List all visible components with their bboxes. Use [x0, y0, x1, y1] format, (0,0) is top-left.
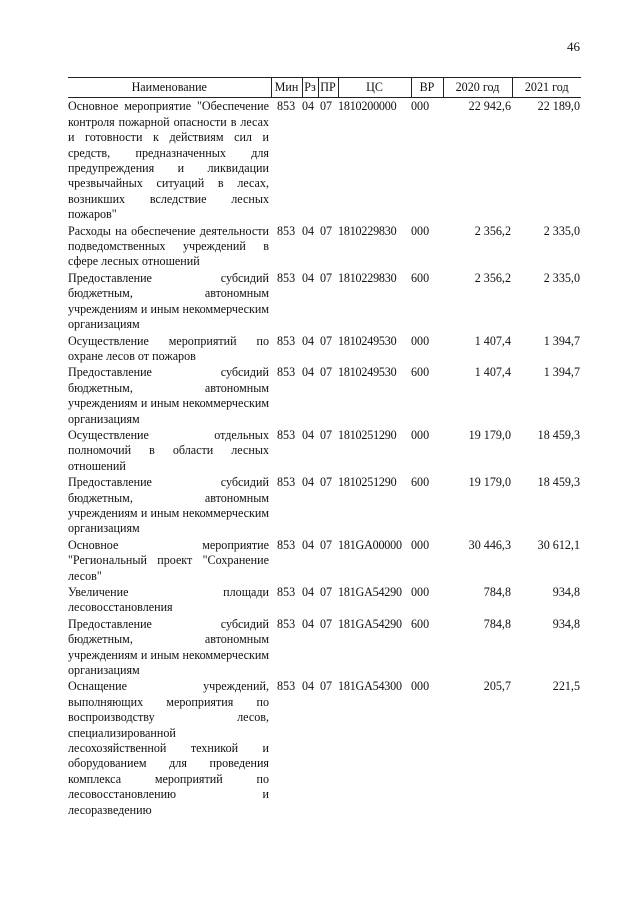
- row-min: 853: [277, 333, 296, 348]
- row-name: Основное мероприятие "Региональный проект "Сохранение лесов": [68, 537, 269, 583]
- row-cs: 1810249530: [338, 333, 397, 348]
- header-vr: ВР: [411, 78, 443, 98]
- row-rz: 04: [302, 270, 315, 285]
- row-name: Оснащение учреждений, выполняющих мероприятия по воспроизводству лесов, специализированной лесохозяйственной техникой и оборудованием для проведения комплекса мероприятий по лесовосстановлению и лесоразведению: [68, 679, 269, 817]
- table-header: [68, 78, 581, 98]
- header-pr: ПР: [318, 78, 338, 98]
- row-cs: 1810200000: [338, 99, 397, 114]
- row-min: 853: [277, 537, 296, 552]
- row-pr: 07: [320, 475, 333, 490]
- row-name: Предоставление субсидий бюджетным, автономным учреждениям и иным некоммерческим организациям: [68, 475, 269, 536]
- row-amount-2021: 22 189,0: [537, 99, 580, 114]
- table-row: [68, 584, 581, 616]
- row-pr: 07: [320, 99, 333, 114]
- row-rz: 04: [302, 475, 315, 490]
- row-cs: 1810229830: [338, 223, 397, 238]
- row-vr: 000: [411, 585, 430, 599]
- row-name: Осуществление отдельных полномочий в области лесных отношений: [68, 427, 269, 473]
- table-row: [68, 270, 581, 333]
- header-2021: 2021 год: [512, 78, 581, 98]
- header-rz: Рз: [302, 78, 318, 98]
- row-vr: 000: [411, 99, 430, 114]
- row-min: 853: [277, 427, 296, 442]
- row-amount-2020: 19 179,0: [468, 475, 511, 490]
- row-rz: 04: [302, 616, 315, 631]
- row-amount-2021: 2 335,0: [543, 270, 580, 285]
- row-amount-2020: 1 407,4: [474, 365, 511, 380]
- row-pr: 07: [320, 427, 333, 442]
- row-min: 853: [277, 475, 296, 490]
- row-vr: 000: [411, 679, 430, 694]
- row-vr: 000: [411, 223, 430, 238]
- row-name: Основное мероприятие "Обеспечение контроля пожарной опасности в лесах и готовности к действиям сил и средств, предназначенных для предупреждения и ликвидации чрезвычайных ситуаций в лесах, возникших вследствие лесных пожаров": [68, 99, 269, 222]
- row-cs: 181GA54290: [338, 585, 402, 599]
- row-rz: 04: [302, 223, 315, 238]
- row-amount-2021: 934,8: [552, 616, 580, 631]
- table-row: [68, 364, 581, 427]
- row-amount-2020: 1 407,4: [474, 333, 511, 348]
- row-cs: 181GA54290: [338, 616, 402, 631]
- row-rz: 04: [302, 333, 315, 348]
- row-pr: 07: [320, 616, 333, 631]
- row-amount-2020: 19 179,0: [468, 427, 511, 442]
- row-rz: 04: [302, 427, 315, 442]
- row-min: 853: [277, 365, 296, 380]
- row-vr: 000: [411, 427, 430, 442]
- row-amount-2021: 1 394,7: [543, 365, 580, 380]
- row-rz: 04: [302, 537, 315, 552]
- row-rz: 04: [302, 679, 315, 694]
- header-2020: 2020 год: [443, 78, 512, 98]
- row-amount-2021: 2 335,0: [543, 223, 580, 238]
- table-row: [68, 537, 581, 584]
- row-cs: 1810251290: [338, 475, 397, 490]
- table-row: [68, 98, 581, 223]
- row-vr: 600: [411, 365, 430, 380]
- row-amount-2021: 934,8: [552, 585, 580, 599]
- table-row: [68, 333, 581, 365]
- row-name: Расходы на обеспечение деятельности подведомственных учреждений в сфере лесных отношений: [68, 223, 269, 269]
- table-row: [68, 678, 581, 818]
- row-amount-2021: 221,5: [552, 679, 580, 694]
- row-amount-2020: 30 446,3: [468, 537, 511, 552]
- row-amount-2021: 18 459,3: [537, 475, 580, 490]
- row-vr: 600: [411, 270, 430, 285]
- row-vr: 000: [411, 537, 430, 552]
- row-pr: 07: [320, 679, 333, 694]
- row-rz: 04: [302, 585, 315, 599]
- row-min: 853: [277, 616, 296, 631]
- row-amount-2020: 784,8: [483, 585, 511, 599]
- row-amount-2021: 18 459,3: [537, 427, 580, 442]
- row-name: Увеличение площади лесовосстановления: [68, 585, 269, 615]
- table-row: [68, 223, 581, 270]
- row-pr: 07: [320, 585, 333, 599]
- row-pr: 07: [320, 333, 333, 348]
- row-amount-2020: 784,8: [483, 616, 511, 631]
- row-min: 853: [277, 223, 296, 238]
- row-cs: 1810251290: [338, 427, 397, 442]
- row-name: Предоставление субсидий бюджетным, автономным учреждениям и иным некоммерческим организациям: [68, 616, 269, 678]
- row-min: 853: [277, 585, 296, 599]
- row-amount-2020: 22 942,6: [468, 99, 511, 114]
- row-amount-2020: 205,7: [483, 679, 511, 694]
- row-pr: 07: [320, 270, 333, 285]
- row-min: 853: [277, 270, 296, 285]
- row-vr: 000: [411, 333, 430, 348]
- row-cs: 1810229830: [338, 270, 397, 285]
- header-cs: ЦС: [338, 78, 411, 98]
- header-min: Мин: [271, 78, 302, 98]
- row-cs: 1810249530: [338, 365, 397, 380]
- row-amount-2021: 1 394,7: [543, 333, 580, 348]
- row-vr: 600: [411, 616, 430, 631]
- row-cs: 181GA00000: [338, 537, 402, 552]
- row-rz: 04: [302, 99, 315, 114]
- row-pr: 07: [320, 223, 333, 238]
- page-number: 46: [567, 39, 580, 54]
- row-name: Осуществление мероприятий по охране лесов от пожаров: [68, 333, 269, 363]
- row-cs: 181GA54300: [338, 679, 402, 694]
- row-pr: 07: [320, 365, 333, 380]
- row-pr: 07: [320, 537, 333, 552]
- table-row: [68, 616, 581, 679]
- row-amount-2020: 2 356,2: [474, 223, 511, 238]
- row-amount-2021: 30 612,1: [537, 537, 580, 552]
- row-name: Предоставление субсидий бюджетным, автономным учреждениям и иным некоммерческим организациям: [68, 365, 269, 426]
- row-min: 853: [277, 679, 296, 694]
- row-name: Предоставление субсидий бюджетным, автономным учреждениям и иным некоммерческим организациям: [68, 270, 269, 332]
- header-name: Наименование: [68, 78, 271, 98]
- table-row: [68, 427, 581, 474]
- row-vr: 600: [411, 475, 430, 490]
- row-rz: 04: [302, 365, 315, 380]
- row-min: 853: [277, 99, 296, 114]
- table-body: [68, 98, 581, 818]
- budget-table: [68, 77, 581, 818]
- table-row: [68, 474, 581, 537]
- row-amount-2020: 2 356,2: [474, 270, 511, 285]
